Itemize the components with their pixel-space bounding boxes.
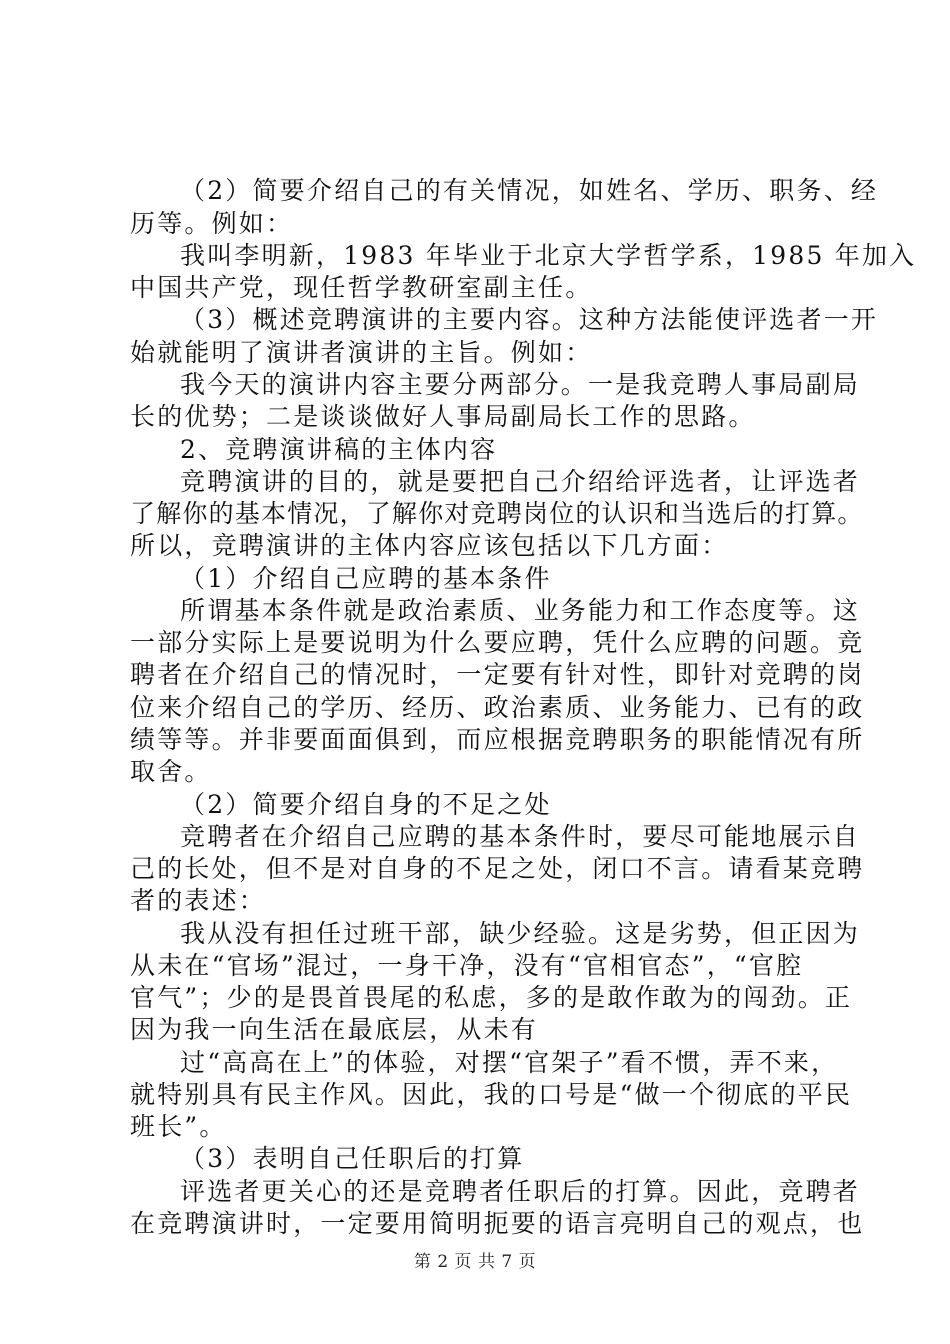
subsection-heading: （1）介绍自己应聘的基本条件 xyxy=(180,564,552,593)
text-line: 在竞聘演讲时，一定要用简明扼要的语言亮明自己的观点，也 xyxy=(130,1209,865,1238)
text-line: 从未在“官场”混过，一身干净，没有“官相官态”，“官腔 xyxy=(130,951,804,980)
text-line: 己的长处，但不是对自身的不足之处，闭口不言。请看某竞聘 xyxy=(130,854,865,883)
text-line: 一部分实际上是要说明为什么要应聘，凭什么应聘的问题。竞 xyxy=(130,628,865,657)
text-line: 所以，竞聘演讲的主体内容应该包括以下几方面： xyxy=(130,531,729,560)
text-line: 评选者更关心的还是竞聘者任职后的打算。因此，竞聘者 xyxy=(180,1177,861,1206)
text-line: 历等。例如： xyxy=(130,209,294,238)
text-line: 班长”。 xyxy=(130,1112,227,1141)
text-line: （2）简要介绍自己的有关情况，如姓名、学历、职务、经 xyxy=(180,176,879,205)
text-line: 竞聘演讲的目的，就是要把自己介绍给评选者，让评选者 xyxy=(180,467,861,496)
text-line: 了解你的基本情况，了解你对竞聘岗位的认识和当选后的打算。 xyxy=(130,499,864,528)
text-line: 位来介绍自己的学历、经历、政治素质、业务能力、已有的政 xyxy=(130,693,865,722)
text-line: 聘者在介绍自己的情况时，一定要有针对性，即针对竞聘的岗 xyxy=(130,660,865,689)
text-line: （3）概述竞聘演讲的主要内容。这种方法能使评选者一开 xyxy=(180,305,879,334)
text-line: 我叫李明新，1983 年毕业于北京大学哲学系，1985 年加入 xyxy=(180,241,917,270)
section-heading: 2、竞聘演讲稿的主体内容 xyxy=(180,435,498,464)
text-line: 长的优势；二是谈谈做好人事局副局长工作的思路。 xyxy=(130,402,756,431)
text-line: 竞聘者在介绍自己应聘的基本条件时，要尽可能地展示自 xyxy=(180,822,861,851)
text-line: 始就能明了演讲者演讲的主旨。例如： xyxy=(130,338,593,367)
text-line: 绩等等。并非要面面俱到，而应根据竞聘职务的职能情况有所 xyxy=(130,725,865,754)
text-line: 所谓基本条件就是政治素质、业务能力和工作态度等。这 xyxy=(180,596,861,625)
text-line: 取舍。 xyxy=(130,757,212,786)
subsection-heading: （2）简要介绍自身的不足之处 xyxy=(180,790,552,819)
subsection-heading: （3）表明自己任职后的打算 xyxy=(180,1144,525,1173)
text-line: 我从没有担任过班干部，缺少经验。这是劣势，但正因为 xyxy=(180,919,861,948)
text-line: 者的表述： xyxy=(130,886,267,915)
text-line: 官气”；少的是畏首畏尾的私虑，多的是敢作敢为的闯劲。正 xyxy=(130,983,853,1012)
text-line: 中国共产党，现任哲学教研室副主任。 xyxy=(130,273,593,302)
page-number-footer: 第 2 页 共 7 页 xyxy=(413,1252,537,1272)
text-line: 过“高高在上”的体验，对摆“官架子”看不惯，弄不来， xyxy=(180,1048,839,1077)
text-line: 就特别具有民主作风。因此，我的口号是“做一个彻底的平民 xyxy=(130,1080,853,1109)
text-line: 因为我一向生活在最底层，从未有 xyxy=(130,1015,539,1044)
text-line: 我今天的演讲内容主要分两部分。一是我竞聘人事局副局 xyxy=(180,370,861,399)
